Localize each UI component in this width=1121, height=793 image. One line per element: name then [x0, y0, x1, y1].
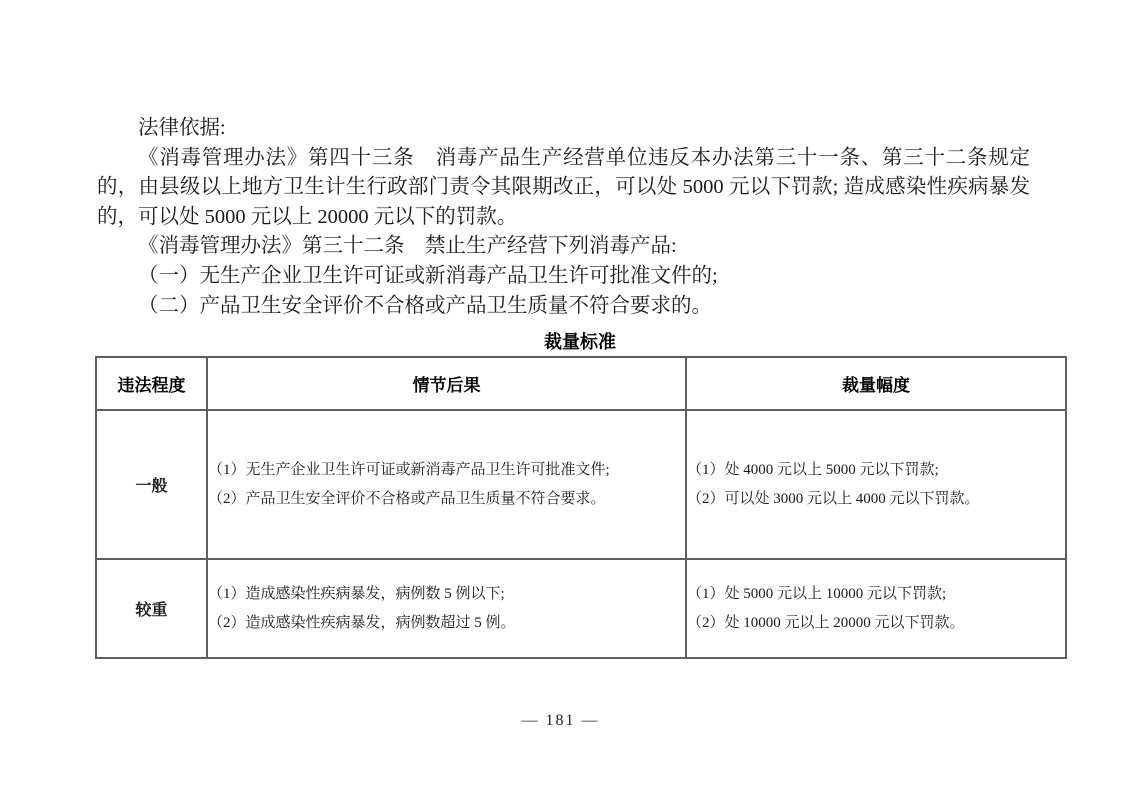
article-32-paragraph: 《消毒管理办法》第三十二条 禁止生产经营下列消毒产品: [138, 235, 677, 258]
legal-basis-heading: 法律依据: [138, 117, 226, 139]
range-serious [686, 559, 1066, 658]
range-line: （2）可以处 3000 元以上 4000 元以下罚款。 [687, 490, 980, 507]
range-line: （2）处 10000 元以上 20000 元以下罚款。 [687, 614, 965, 631]
circumstance-line: （1）造成感染性疾病暴发，病例数 5 例以下; [208, 585, 505, 602]
range-general [686, 410, 1066, 559]
circumstances-serious [207, 559, 686, 658]
circumstance-line: （1）无生产企业卫生许可证或新消毒产品卫生许可批准文件; [208, 461, 610, 478]
legal-basis-block [97, 114, 1030, 321]
range-line: （1）处 5000 元以上 10000 元以下罚款; [687, 585, 947, 602]
article-32-item-2: （二）产品卫生安全评价不合格或产品卫生质量不符合要求的。 [138, 294, 712, 317]
table-row-general [96, 410, 1066, 559]
article-32-item-1: （一）无生产企业卫生许可证或新消毒产品卫生许可批准文件的; [138, 264, 718, 287]
circumstance-line: （2）造成感染性疾病暴发，病例数超过 5 例。 [208, 614, 516, 631]
article-43-paragraph: 《消毒管理办法》第四十三条 消毒产品生产经营单位违反本办法第三十一条、第三十二条规定的，由县级以上地方卫生计生行政部门责令其限期改正，可以处 5000 元以下罚款; 造成感染性疾病暴发的，可以处 5000 元以上 20000 元以下的罚款。 [97, 146, 1030, 228]
page-number: — 181 — [521, 712, 600, 729]
degree-serious: 较重 [96, 559, 207, 658]
header-violation-degree: 违法程度 [96, 357, 207, 410]
header-circumstances: 情节后果 [207, 357, 686, 410]
table-title: 裁量标准 [544, 332, 616, 352]
table-row-serious [96, 559, 1066, 658]
circumstance-line: （2）产品卫生安全评价不合格或产品卫生质量不符合要求。 [208, 490, 606, 507]
range-line: （1）处 4000 元以上 5000 元以下罚款; [687, 461, 939, 478]
circumstances-general [207, 410, 686, 559]
header-discretion-range: 裁量幅度 [686, 357, 1066, 410]
discretion-standards-table [95, 356, 1067, 659]
degree-general: 一般 [96, 410, 207, 559]
table-header-row [96, 357, 1066, 410]
